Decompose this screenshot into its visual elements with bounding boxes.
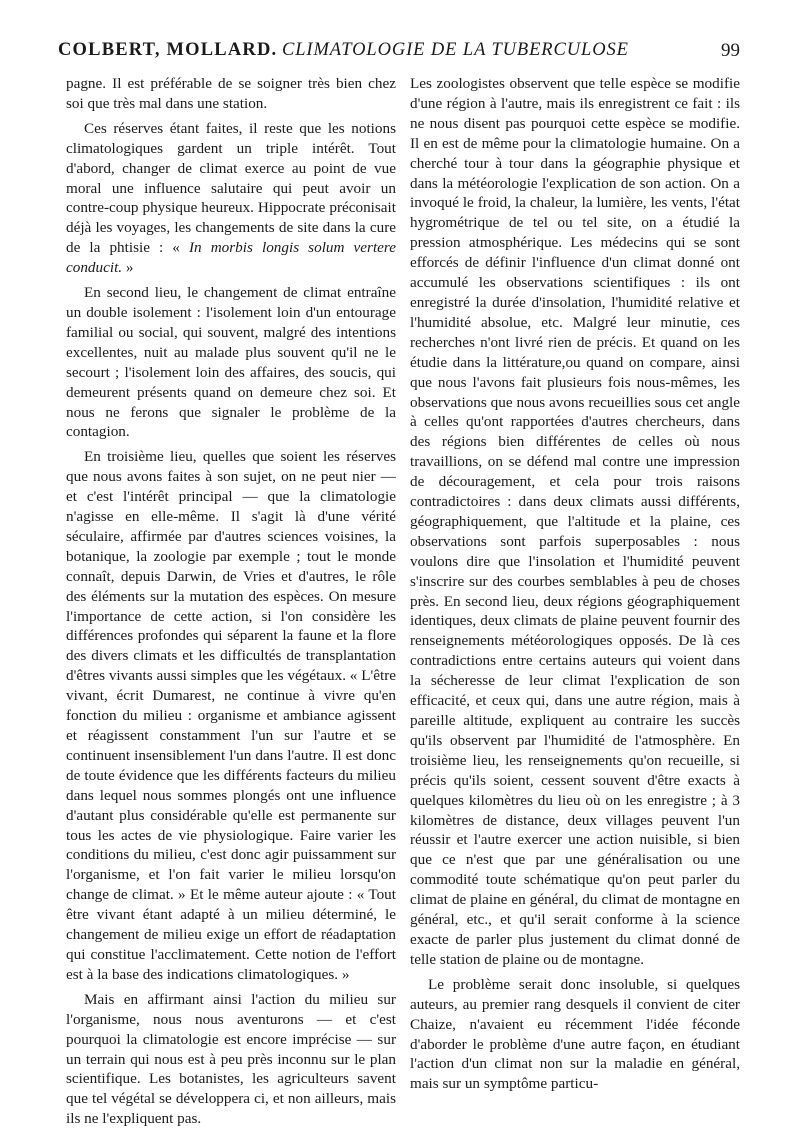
paragraph: Les zoologistes observent que telle espèce se modifie d'une région à l'autre, mais ils enregistrent ce fait : ils ne nous disent pas pourquoi cette espèce se modifie. Il en est de même pour la climatologie humaine. On a cherché tour à tour dans la géographie physique et dans la météorologie l'explication de son action. On a invoqué le froid, la chaleur, la lumière, les vents, l'état hygrométrique de tel ou tel site, on a étudié la pression atmosphérique. Les médecins qui se sont efforcés de définir l'influence d'un climat donné ont accumulé les observations scientifiques : ils ont enregistré la durée d'insolation, l'humidité relative et l'humidité absolue, etc. Malgré leur minutie, ces recherches n'ont livré rien de précis. Et quand on les étudie dans la littérature,ou quand on compare, ainsi que nous l'avons fait plusieurs fois nous-mêmes, les observations que nous avons recueillies sous cet angle à celles qu'ont rapportées d'autres chercheurs, dans des régions bien différentes de celles où nous travaillions, on se défend mal contre une impression de découragement, et cela pour trois raisons contradictoires : dans deux climats aussi différents, géographiquement, que l'altitude et la plaine, ces observations sont parfois superposables : nous voulons dire que l'insolation et l'humidité peuvent s'inscrire sur des courbes semblables à peu de choses près. En second lieu, deux régions géographiquement identiques, deux climats de plaine peuvent fournir des renseignements météorologiques opposés. De là ces contradictions entre certains auteurs qui voient dans la sécheresse de leur climat l'explication de son efficacité, et ceux qui, dans une autre région, mais à pareille altitude, expliquent au contraire les succès qu'ils observent par l'humidité de l'atmosphère. En troisième lieu, les renseignements qu'on recueille, si précis qu'ils soient, cessent souvent d'être exacts à quelques kilomètres du lieu où on les enregistre ; à 3 kilomètres de distance, deux villages peuvent l'un réussir et l'autre exercer une action nuisible, si bien que ce n'est que par une généralisation ou une commodité toute schématique qu'on peut parler du climat de plaine en général, du climat de montagne en général, etc., et qu'il serait conforme à la science exacte de parler plus justement du climat donné de telle station de plaine ou de montagne. bbox=[410, 75, 740, 968]
paragraph: Le problème serait donc insoluble, si quelques auteurs, au premier rang desquels il convient de citer Chaize, n'avaient eu récemment l'idée féconde d'aborder le problème d'une autre façon, en étudiant l'action d'un climat non sur la maladie en général, mais sur un symptôme particu- bbox=[410, 975, 740, 1093]
right-column bbox=[410, 74, 740, 1099]
paragraph: Ces réserves étant faites, il reste que les notions climatologiques gardent un triple intérêt. Tout d'abord, changer de climat exerce au point de vue moral une influence salutaire qui peut avoir un contre-coup physique heureux. Hippocrate préconisait déjà les voyages, les changements de site dans la cure de la phtisie : « In morbis longis solum vertere conducit. » bbox=[66, 119, 396, 277]
left-column bbox=[66, 74, 396, 1134]
paragraph: Mais en affirmant ainsi l'action du milieu sur l'organisme, nous nous aventurons — et c'est pourquoi la climatologie est encore imprécise — sur un terrain qui nous est à peu près inconnu sur le plan scientifique. Les botanistes, les agriculteurs savent que tel végétal se développera ci, et non ailleurs, mais ils ne l'expliquent pas. bbox=[66, 990, 396, 1128]
header-authors: COLBERT, MOLLARD. bbox=[58, 40, 278, 60]
paragraph: En second lieu, le changement de climat entraîne un double isolement : l'isolement loin d'un entourage familial ou social, qui souvent, malgré des intentions excellentes, nuit au malade plus souvent qu'il ne le secourt ; l'isolement loin des affaires, des soucis, qui demeurent présents quand on demeure chez soi. Et nous ne ferons que signaler le problème de la contagion. bbox=[66, 284, 396, 441]
paragraph: En troisième lieu, quelles que soient les réserves que nous avons faites à son sujet, on ne peut nier — et c'est l'intérêt principal — que la climatologie n'agisse en elle-même. Il s'agit là d'une vérité séculaire, affirmée par d'autres sciences voisines, la botanique, la zoologie par exemple ; tout le monde connaît, depuis Darwin, de Vries et d'autres, le rôle des éléments sur la mutation des espèces. On mesure l'importance de cette action, si l'on considère les différences profondes qui séparent la faune et la flore des divers climats et les difficultés de transplantation d'êtres vivants aussi simples que les végétaux. « L'être vivant, écrit Dumarest, ne continue à vivre qu'en fonction du milieu : organisme et ambiance agissent et réagissent constamment l'un sur l'autre et se continuent insensiblement l'un dans l'autre. Il est donc de toute évidence que les différents facteurs du milieu dans lequel nous sommes plongés ont une influence d'autant plus considérable qu'elle est permanente sur tous les actes de vie physiologique. Faire varier les conditions du milieu, c'est donc agir puissamment sur l'organisme, et l'on fait varier le milieu lorsqu'on change de climat. » Et le même auteur ajoute : « Tout être vivant étant adapté à un milieu déterminé, le changement de milieu exige un effort de réadaptation qui constitue l'acclimatement. Cette notion de l'effort est à la base des indications climatologiques. » bbox=[66, 448, 396, 983]
latin-quote: In morbis longis solum vertere conducit. bbox=[66, 239, 396, 277]
page-number: 99 bbox=[721, 40, 740, 61]
paragraph: pagne. Il est préférable de se soigner très bien chez soi que très mal dans une station. bbox=[66, 75, 396, 112]
running-header bbox=[58, 40, 740, 70]
header-title: CLIMATOLOGIE DE LA TUBERCULOSE bbox=[281, 40, 629, 60]
